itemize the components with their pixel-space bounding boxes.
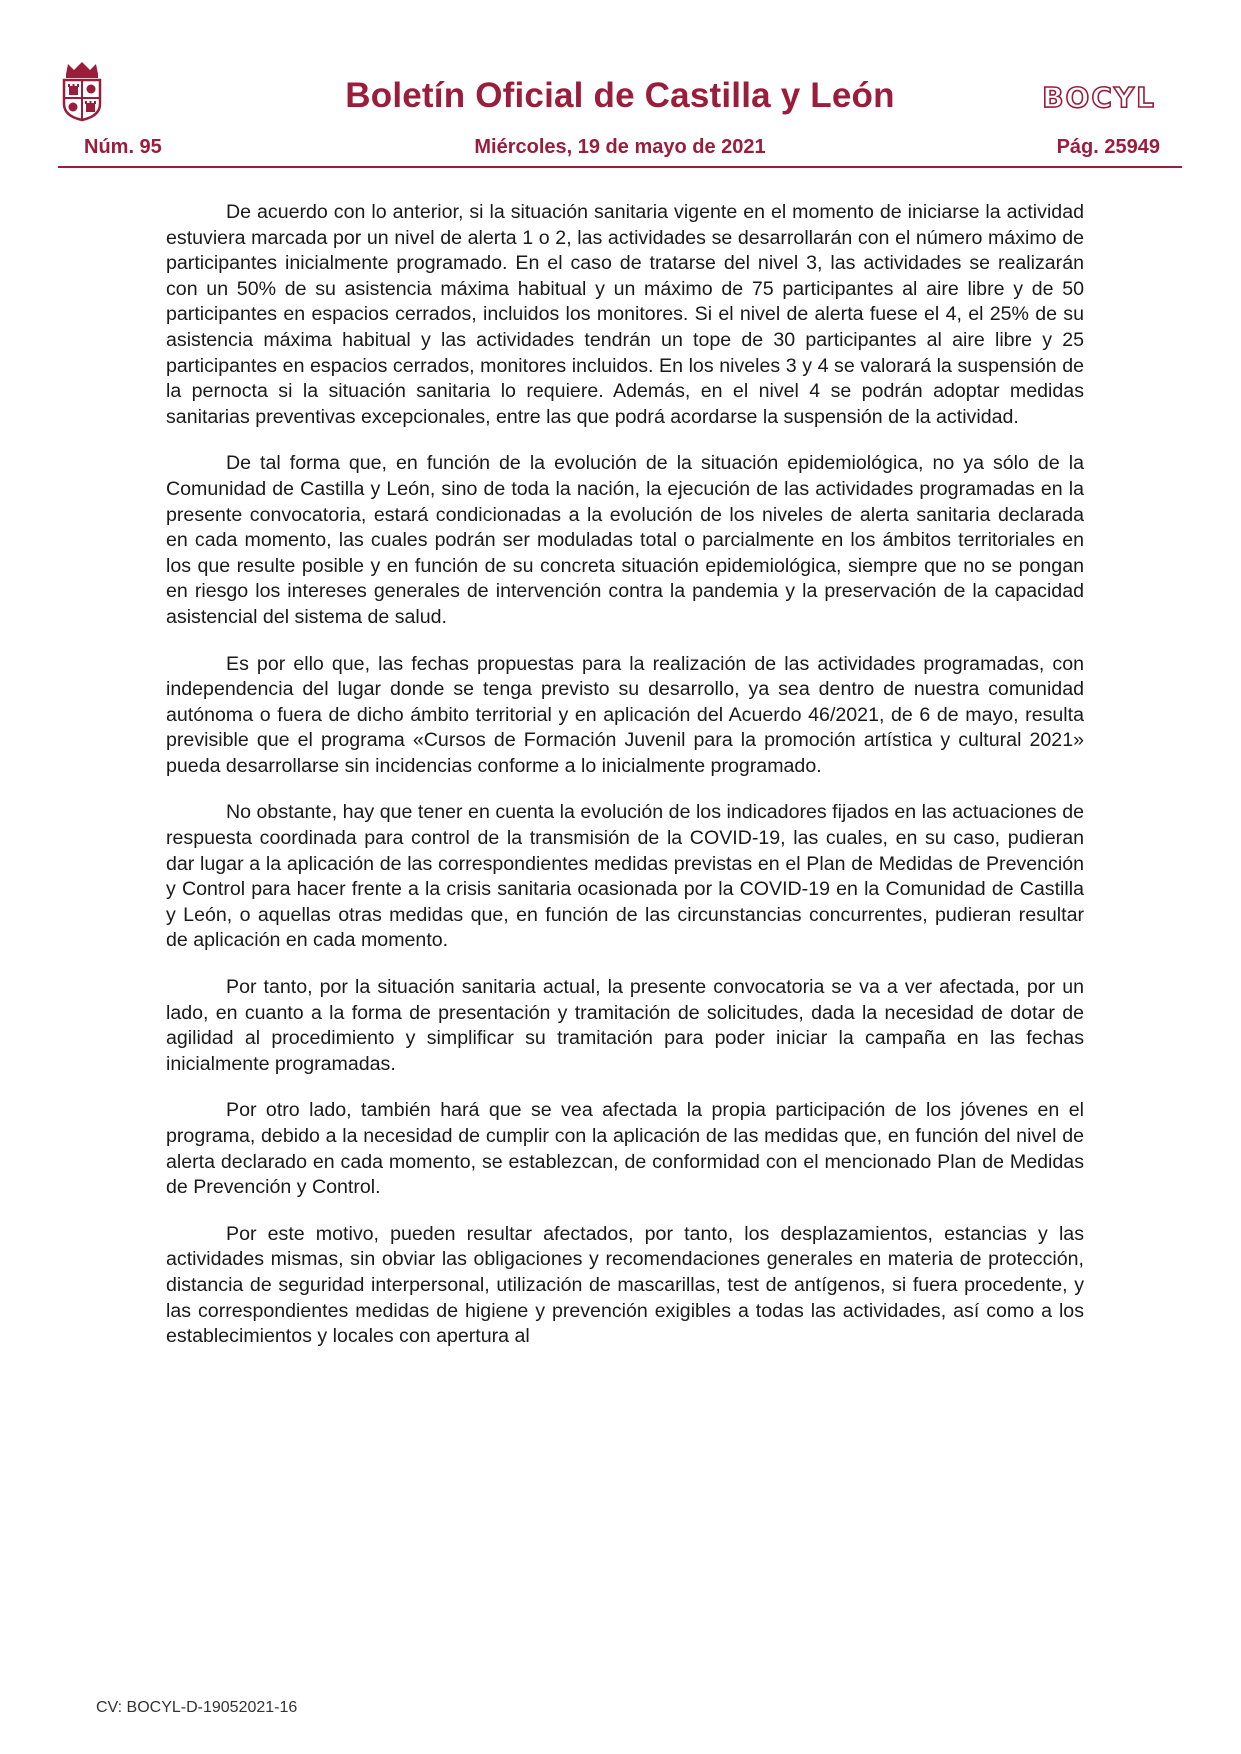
paragraph: Por este motivo, pueden resultar afectados, por tanto, los desplazamientos, estancias y las actividades mismas, sin obviar las obligaciones y recomendaciones generales en materia de protección, distancia de seguridad interpersonal, utilización de mascarillas, test de antígenos, si fuera procedente, y las correspondientes medidas de higiene y prevención exigibles a todas las actividades, así como a los establecimientos y locales con apertura al bbox=[166, 1222, 1084, 1348]
paragraph: Por otro lado, también hará que se vea afectada la propia participación de los jóvenes en el programa, debido a la necesidad de cumplir con la aplicación de las medidas que, en función del nivel de alerta declarado en cada momento, se establezcan, de conformidad con el mencionado Plan de Medidas de Prevención y Control. bbox=[166, 1099, 1084, 1199]
document-body bbox=[166, 200, 1084, 1371]
page-header bbox=[58, 56, 1182, 168]
journal-title: Boletín Oficial de Castilla y León bbox=[345, 76, 895, 115]
verification-code: CV: BOCYL-D-19052021-16 bbox=[96, 1699, 298, 1716]
paragraph: Es por ello que, las fechas propuestas para la realización de las actividades programadas, con independencia del lugar donde se tenga previsto su desarrollo, ya sea dentro de nuestra comunidad autónoma o fuera de dicho ámbito territorial y en aplicación del Acuerdo 46/2021, de 6 de mayo, resulta previsible que el programa «Cursos de Formación Juvenil para la promoción artística y cultural 2021» pueda desarrollarse sin incidencias conforme a lo inicialmente programado. bbox=[166, 652, 1084, 777]
paragraph: De tal forma que, en función de la evolución de la situación epidemiológica, no ya sólo de la Comunidad de Castilla y León, sino de toda la nación, la ejecución de las actividades programadas en la presente convocatoria, estará condicionadas a la evolución de los niveles de alerta sanitaria declarada en cada momento, las cuales podrán ser moduladas total o parcialmente en los ámbitos territoriales en los que resulte posible y en función de su concreta situación epidemiológica, siempre que no se pongan en riesgo los intereses generales de intervención contra la pandemia y la preservación de la capacidad asistencial del sistema de salud. bbox=[166, 452, 1084, 628]
issue-date: Miércoles, 19 de mayo de 2021 bbox=[474, 136, 766, 158]
issue-info-row bbox=[58, 136, 1182, 168]
page-number: Pág. 25949 bbox=[1056, 136, 1160, 158]
paragraph: Por tanto, por la situación sanitaria actual, la presente convocatoria se va a ver afectada, por un lado, en cuanto a la forma de presentación y tramitación de solicitudes, dada la necesidad de dotar de agilidad al procedimiento y simplificar su tramitación para poder iniciar la campaña en las fechas inicialmente programadas. bbox=[166, 976, 1084, 1075]
paragraph: No obstante, hay que tener en cuenta la evolución de los indicadores fijados en las actuaciones de respuesta coordinada para control de la transmisión de la COVID-19, las cuales, en su caso, pudieran dar lugar a la aplicación de las correspondientes medidas previstas en el Plan de Medidas de Prevención y Control para hacer frente a la crisis sanitaria ocasionada por la COVID-19 en la Comunidad de Castilla y León, o aquellas otras medidas que, en función de las circunstancias concurrentes, pudieran resultar de aplicación en cada momento. bbox=[166, 801, 1084, 952]
bocyl-logo: BOCYL bbox=[1042, 81, 1156, 114]
paragraph: De acuerdo con lo anterior, si la situación sanitaria vigente en el momento de iniciarse la actividad estuviera marcada por un nivel de alerta 1 o 2, las actividades se desarrollarán con el número máximo de participantes inicialmente programado. En el caso de tratarse del nivel 3, las actividades se realizarán con un 50% de su asistencia máxima habitual y un máximo de 75 participantes al aire libre y de 50 participantes en espacios cerrados, incluidos los monitores. Si el nivel de alerta fuese el 4, el 25% de su asistencia máxima habitual y las actividades tendrán un tope de 30 participantes al aire libre y 25 participantes en espacios cerrados, monitores incluidos. En los niveles 3 y 4 se valorará la suspensión de la pernocta si la situación sanitaria lo requiere. Además, en el nivel 4 se podrán adoptar medidas sanitarias preventivas excepcionales, entre las que podrá acordarse la suspensión de la actividad. bbox=[166, 201, 1084, 428]
issue-number: Núm. 95 bbox=[84, 136, 162, 158]
